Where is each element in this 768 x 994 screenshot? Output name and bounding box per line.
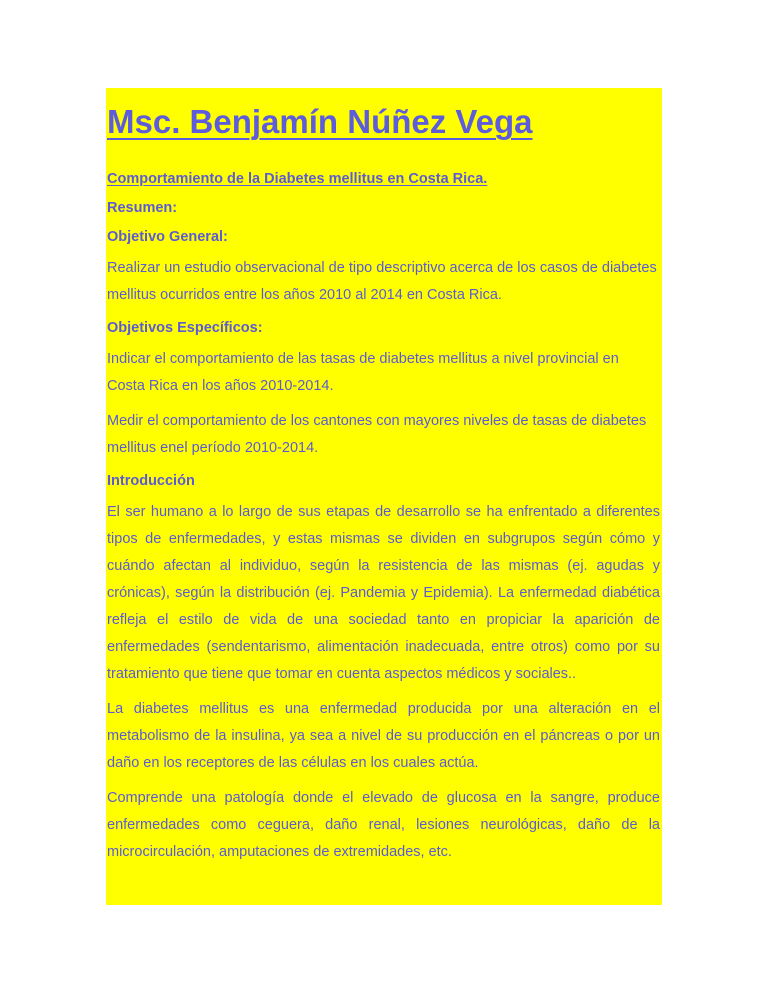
objetivo-general-heading: Objetivo General: xyxy=(107,229,228,245)
objetivo-especifico-2: Medir el comportamiento de los cantones con mayores niveles de tasas de diabetes mellitus enel período 2010-2014. xyxy=(107,413,647,456)
resumen-heading: Resumen: xyxy=(107,200,178,216)
intro-paragraph-3: Comprende una patología donde el elevado de glucosa en la sangre, produce enfermedades como ceguera, daño renal, lesiones neurológicas, daño de la microcirculación, amputaciones de extremidades, etc. xyxy=(107,790,660,860)
author-title: Msc. Benjamín Núñez Vega xyxy=(107,103,533,140)
objetivos-especificos-heading: Objetivos Específicos: xyxy=(107,320,263,336)
objetivo-general-text: Realizar un estudio observacional de tipo descriptivo acerca de los casos de diabetes mellitus ocurridos entre los años 2010 al 2014 en Costa Rica. xyxy=(107,260,657,303)
intro-paragraph-1: El ser humano a lo largo de sus etapas de desarrollo se ha enfrentado a diferentes tipos de enfermedades, y estas mismas se dividen en subgrupos según cómo y cuándo afectan al individuo, según la resistencia de las mismas (ej. agudas y crónicas), según la distribución (ej. Pandemia y Epidemia). La enfermedad diabética refleja el estilo de vida de una sociedad tanto en propiciar la aparición de enfermedades (sendentarismo, alimentación inadecuada, entre otros) como por su tratamiento que tiene que tomar en cuenta aspectos médicos y sociales.. xyxy=(107,504,660,682)
intro-paragraph-2: La diabetes mellitus es una enfermedad producida por una alteración en el metabolismo de la insulina, ya sea a nivel de su producción en el páncreas o por un daño en los receptores de las células en los cuales actúa. xyxy=(107,701,660,771)
document-subtitle: Comportamiento de la Diabetes mellitus en Costa Rica. xyxy=(107,171,488,187)
document-content xyxy=(107,97,660,866)
objetivo-especifico-1: Indicar el comportamiento de las tasas de diabetes mellitus a nivel provincial en Costa Rica en los años 2010-2014. xyxy=(107,351,619,394)
introduccion-heading: Introducción xyxy=(107,473,195,489)
